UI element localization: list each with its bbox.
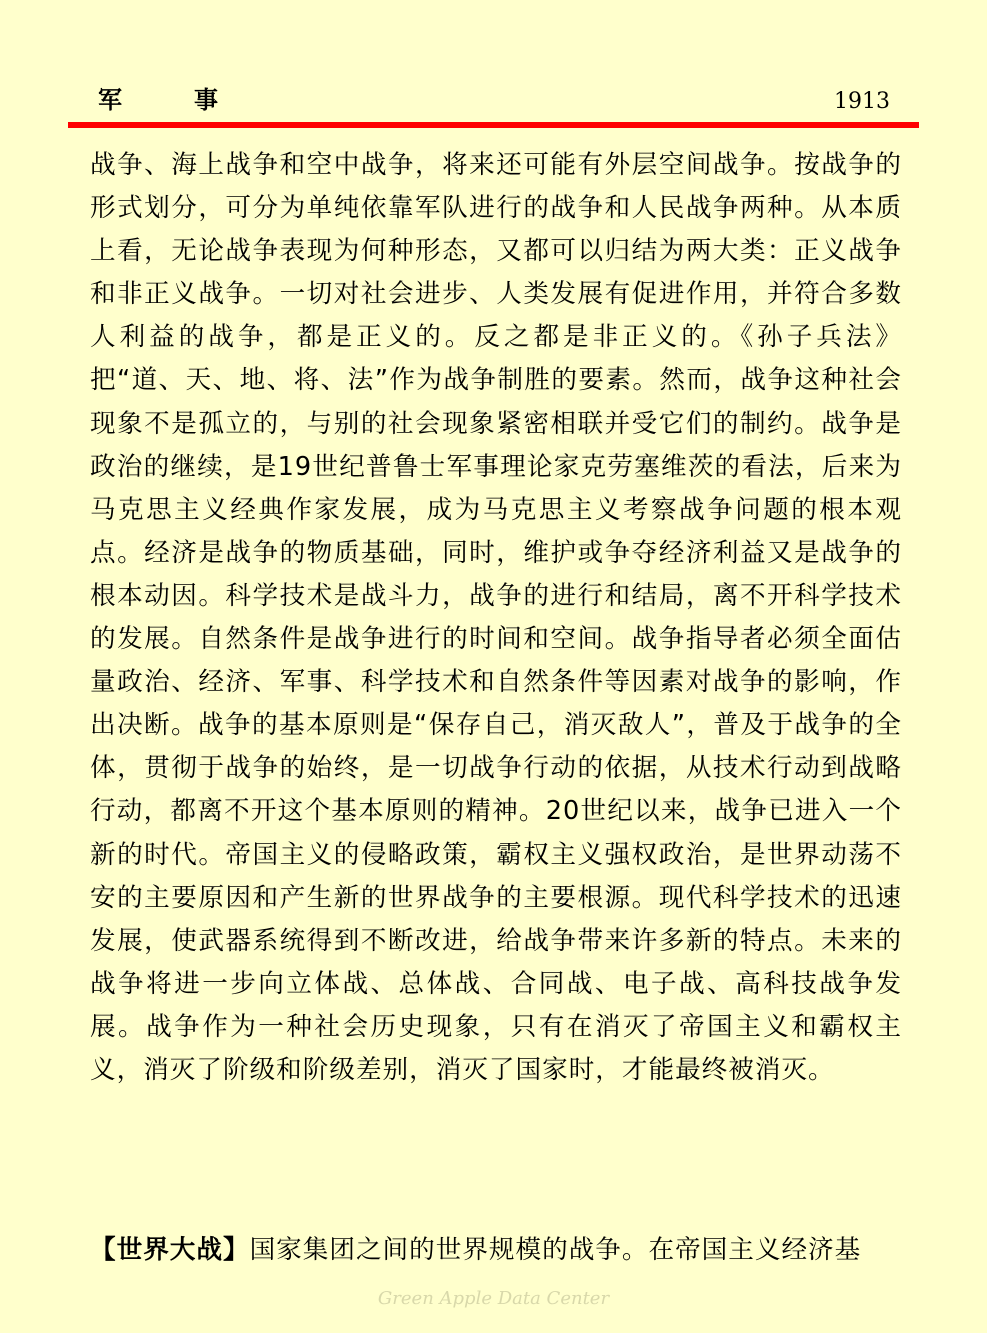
page-header — [68, 82, 918, 118]
header-rule — [68, 122, 919, 128]
encyclopedia-entry — [90, 1229, 902, 1272]
body-paragraph: 战争、海上战争和空中战争，将来还可能有外层空间战争。按战争的形式划分，可分为单纯依靠军队进行的战争和人民战争两种。从本质上看，无论战争表现为何种形态，又都可以归结为两大类：正义战争和非正义战争。一切对社会进步、人类发展有促进作用，并符合多数人利益的战争，都是正义的。反之都是非正义的。《孙子兵法》把“道、天、地、将、法”作为战争制胜的要素。然而，战争这种社会现象不是孤立的，与别的社会现象紧密相联并受它们的制约。战争是政治的继续，是19世纪普鲁士军事理论家克劳塞维茨的看法，后来为马克思主义经典作家发展，成为马克思主义考察战争问题的根本观点。经济是战争的物质基础，同时，维护或争夺经济利益又是战争的根本动因。科学技术是战斗力，战争的进行和结局，离不开科学技术的发展。自然条件是战争进行的时间和空间。战争指导者必须全面估量政治、经济、军事、科学技术和自然条件等因素对战争的影响，作出决断。战争的基本原则是“保存自己，消灭敌人”，普及于战争的全体，贯彻于战争的始终，是一切战争行动的依据，从技术行动到战略行动，都离不开这个基本原则的精神。20世纪以来，战争已进入一个新的时代。帝国主义的侵略政策，霸权主义强权政治，是世界动荡不安的主要原因和产生新的世界战争的主要根源。现代科学技术的迅速发展，使武器系统得到不断改进，给战争带来许多新的特点。未来的战争将进一步向立体战、总体战、合同战、电子战、高科技战争发展。战争作为一种社会历史现象，只有在消灭了帝国主义和霸权主义，消灭了阶级和阶级差别，消灭了国家时，才能最终被消灭。 — [90, 150, 902, 1085]
watermark: Green Apple Data Center — [377, 1288, 610, 1309]
entry-text: 国家集团之间的世界规模的战争。在帝国主义经济基 — [249, 1235, 862, 1265]
section-title: 军事 — [98, 86, 290, 114]
page-number: 1913 — [834, 89, 890, 114]
entry-term: 【世界大战】 — [90, 1235, 250, 1265]
